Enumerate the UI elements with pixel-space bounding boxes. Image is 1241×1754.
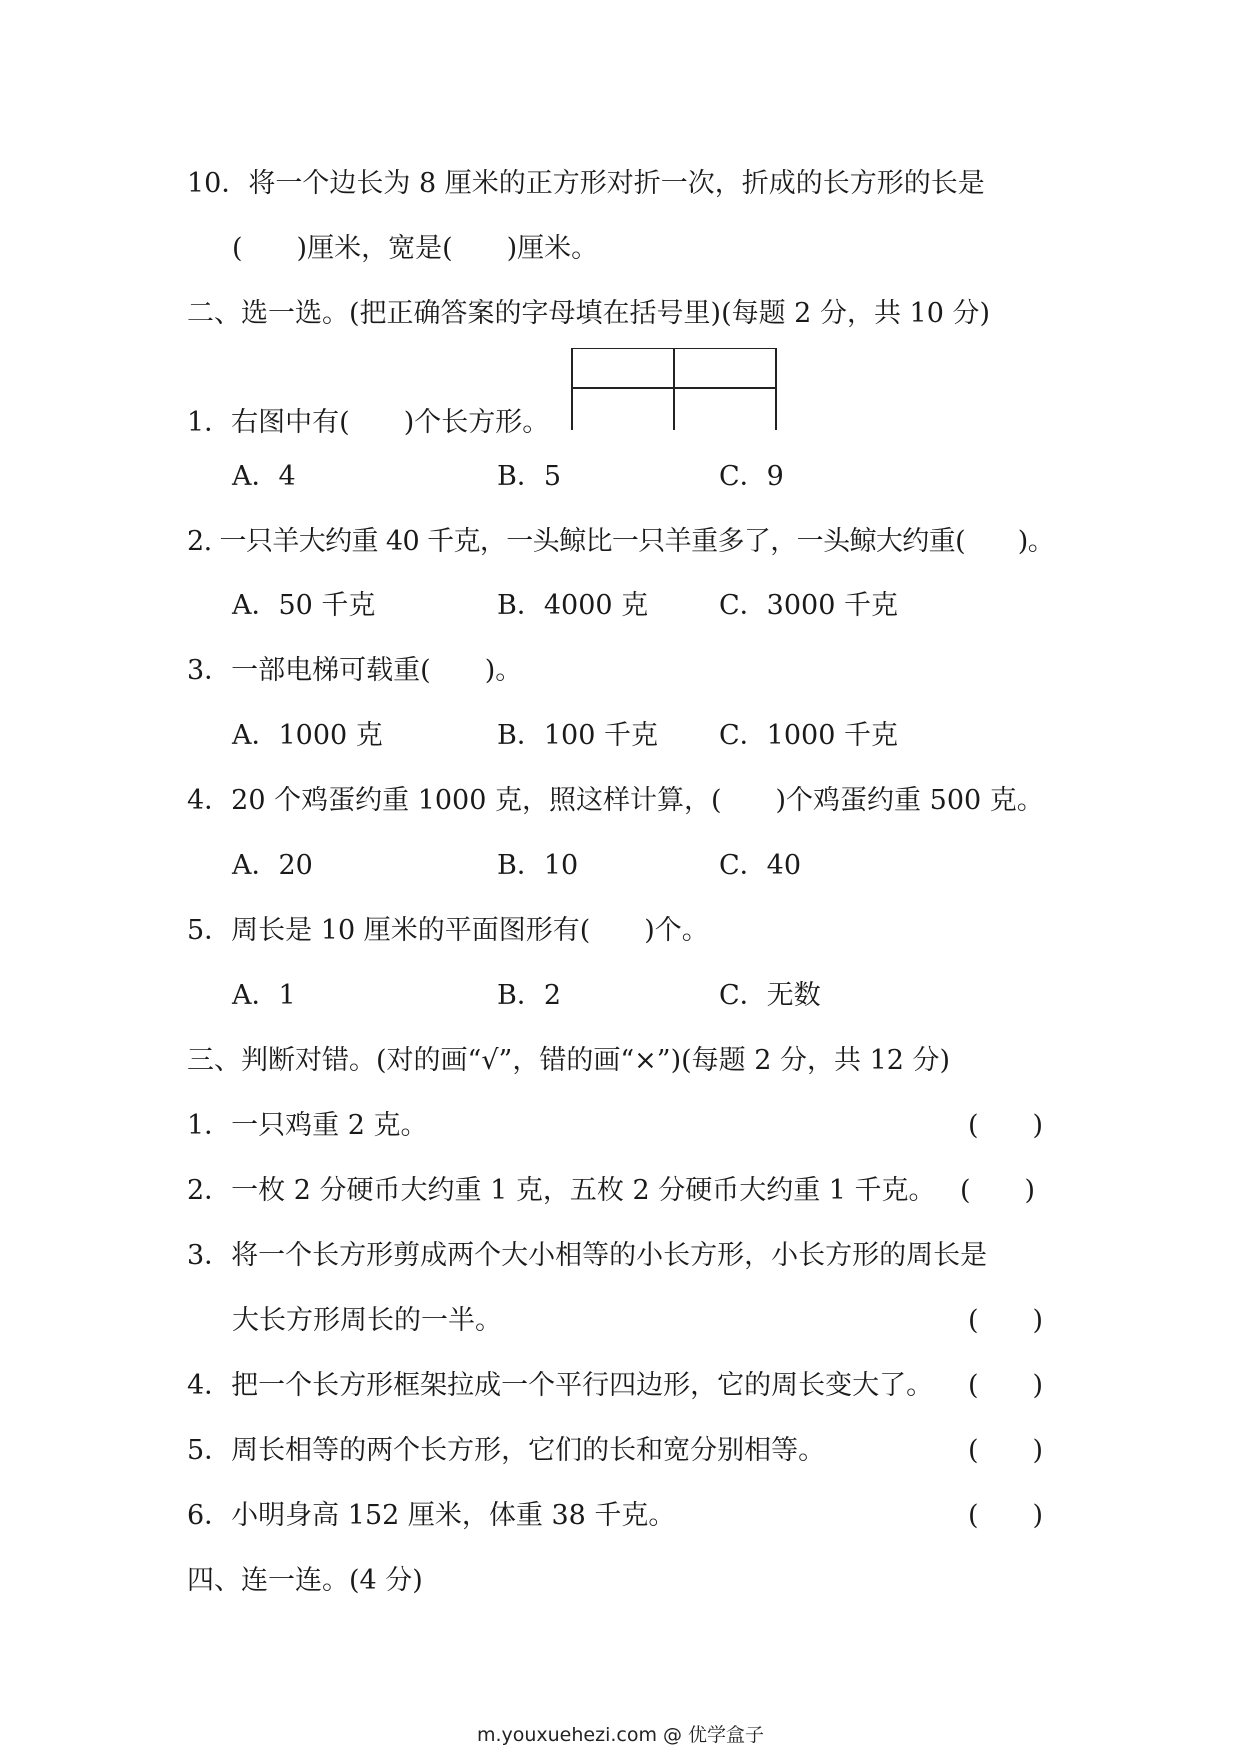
answer-paren-5: ( ) <box>968 1435 1044 1466</box>
answer-paren-1: ( ) <box>968 1110 1044 1141</box>
answer-paren-4: ( ) <box>968 1370 1044 1401</box>
section-3-title: 三、判断对错。(对的画“√”，错的画“×”)(每题 2 分，共 12 分) <box>187 1045 951 1076</box>
judge-item-1: 1．一只鸡重 2 克。 <box>187 1110 428 1141</box>
q2-2-option-a: A．50 千克 <box>232 590 376 621</box>
q2-3-option-b: B．100 千克 <box>497 720 658 751</box>
q2-4-option-b: B．10 <box>497 850 579 881</box>
question-10-line-1: 10．将一个边长为 8 厘米的正方形对折一次，折成的长方形的长是 <box>187 168 985 199</box>
judge-item-3-line-2: 大长方形周长的一半。 <box>232 1305 502 1336</box>
q2-5-text: 5．周长是 10 厘米的平面图形有( )个。 <box>187 915 709 946</box>
q2-3-option-a: A．1000 克 <box>232 720 383 751</box>
footer-watermark: m.youxuehezi.com @ 优学盒子 <box>476 1724 765 1746</box>
q2-4-option-c: C．40 <box>719 850 802 881</box>
q2-2-option-b: B．4000 克 <box>497 590 649 621</box>
answer-paren-3: ( ) <box>968 1305 1044 1336</box>
q2-3-text: 3．一部电梯可载重( )。 <box>187 655 523 686</box>
q2-4-option-a: A．20 <box>232 850 313 881</box>
q2-1-option-c: C．9 <box>719 461 784 492</box>
q2-5-option-b: B．2 <box>497 980 562 1011</box>
answer-paren-6: ( ) <box>968 1500 1044 1531</box>
answer-paren-2: ( ) <box>960 1175 1036 1206</box>
q2-4-text: 4．20 个鸡蛋约重 1000 克，照这样计算，( )个鸡蛋约重 500 克。 <box>187 785 1044 816</box>
q2-1-text: 1．右图中有( )个长方形。 <box>187 407 550 438</box>
q2-3-option-c: C．1000 千克 <box>719 720 898 751</box>
judge-item-4: 4．把一个长方形框架拉成一个平行四边形，它的周长变大了。 <box>187 1370 934 1401</box>
judge-item-2: 2．一枚 2 分硬币大约重 1 克，五枚 2 分硬币大约重 1 千克。 <box>187 1175 936 1206</box>
section-4-title: 四、连一连。(4 分) <box>187 1565 423 1596</box>
q2-1-option-a: A．4 <box>232 461 296 492</box>
judge-item-6: 6．小明身高 152 厘米，体重 38 千克。 <box>187 1500 676 1531</box>
question-10-line-2: ( )厘米，宽是( )厘米。 <box>232 233 599 264</box>
section-2-title: 二、选一选。(把正确答案的字母填在括号里)(每题 2 分，共 10 分) <box>187 298 990 329</box>
q2-5-option-c: C．无数 <box>719 980 821 1011</box>
q2-2-option-c: C．3000 千克 <box>719 590 898 621</box>
q2-2-text: 2. 一只羊大约重 40 千克，一头鲸比一只羊重多了，一头鲸大约重( )。 <box>187 526 1055 557</box>
q2-5-option-a: A．1 <box>232 980 296 1011</box>
rectangle-figure <box>571 348 781 430</box>
judge-item-3-line-1: 3．将一个长方形剪成两个大小相等的小长方形，小长方形的周长是 <box>187 1240 988 1271</box>
judge-item-5: 5．周长相等的两个长方形，它们的长和宽分别相等。 <box>187 1435 826 1466</box>
q2-1-option-b: B．5 <box>497 461 562 492</box>
